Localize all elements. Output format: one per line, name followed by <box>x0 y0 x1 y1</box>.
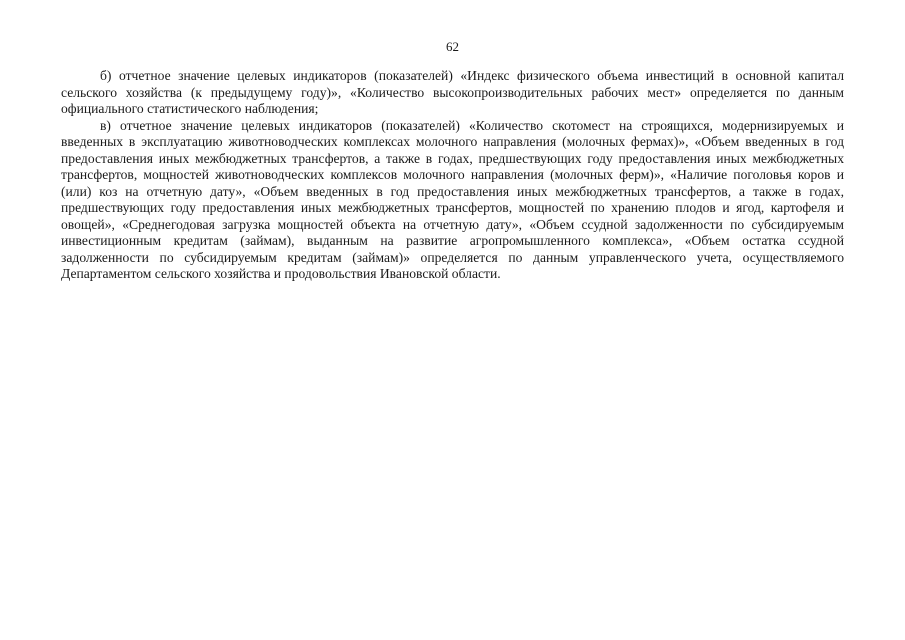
paragraph-v: в) отчетное значение целевых индикаторов (показателей) «Количество скотомест на строящихся, модернизируемых и введенных в эксплуатацию животноводческих комплексах молочного направления (молочных фермах)», «Объем введенных в год предоставления иных межбюджетных трансфертов, а также в годах, предшествующих году предоставления иных межбюджетных трансфертов, мощностей животноводческих комплексов молочного направления (молочных ферм)», «Наличие поголовья коров и (или) коз на отчетную дату», «Объем введенных в год предоставления иных межбюджетных трансфертов, а также в годах, предшествующих году предоставления иных межбюджетных трансфертов, мощностей по хранению плодов и ягод, картофеля и овощей», «Среднегодовая загрузка мощностей объекта на отчетную дату», «Объем ссудной задолженности по субсидируемым инвестиционным кредитам (займам), выданным на развитие агропромышленного комплекса», «Объем остатка ссудной задолженности по субсидируемым кредитам (займам)» определяется по данным управленческого учета, осуществляемого Департаментом сельского хозяйства и продовольствия Ивановской области. <box>61 117 844 281</box>
document-body <box>61 68 844 283</box>
paragraph-b: б) отчетное значение целевых индикаторов (показателей) «Индекс физического объема инвестиций в основной капитал сельского хозяйства (к предыдущему году)», «Количество высокопроизводительных рабочих мест» определяется по данным официального статистического наблюдения; <box>61 68 844 116</box>
page-number: 62 <box>446 39 459 54</box>
